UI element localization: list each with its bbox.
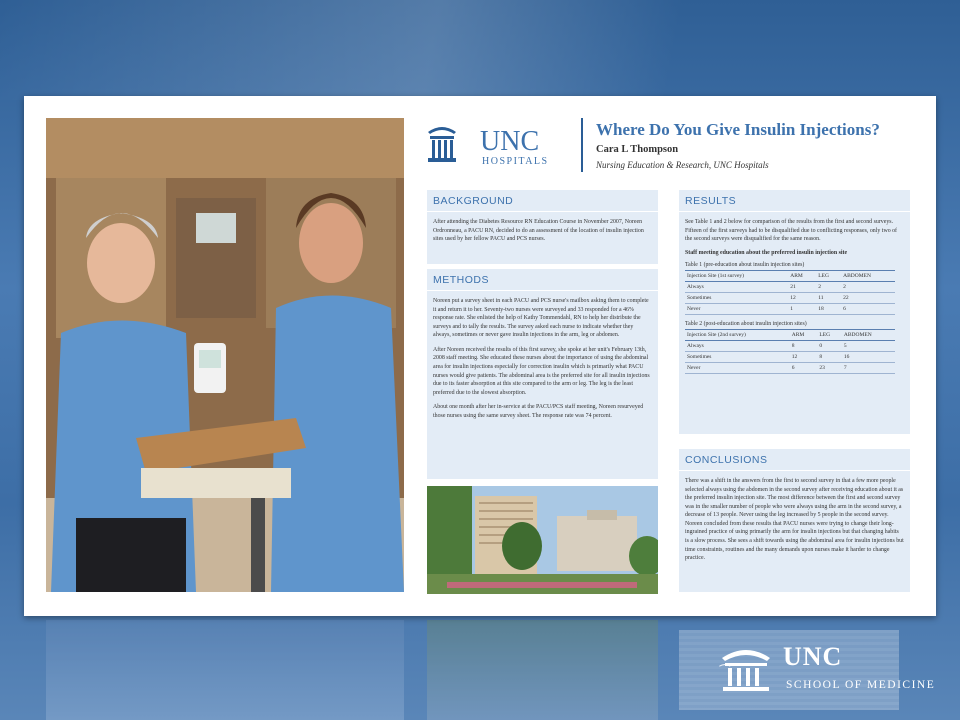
table-row (685, 340, 895, 351)
methods-paragraph-1: Noreen put a survey sheet in each PACU and PCS nurse's mailbox asking them to complete it and return it to her. Seventy-two nurses were surveyed and 33 responded for a 46% response rate. She enlisted the help of Kathy Tommendahl, RN to help her distribute the surveys and to tally the results. The survey asked each nurse to indicate whether they always, sometimes or never gave insulin injections in the arm, leg or abdomen. (433, 298, 649, 339)
logo-word: UNC (480, 126, 540, 157)
table-row (685, 351, 895, 362)
table-row (685, 292, 895, 303)
methods-section (427, 269, 658, 479)
table-cell: 5 (842, 340, 895, 351)
table-cell: Never (685, 362, 790, 373)
table-row (685, 303, 895, 314)
conclusions-section (679, 449, 910, 592)
hospital-buildings-photo (427, 486, 658, 594)
footer-logo-sub: SCHOOL OF MEDICINE (786, 679, 936, 691)
conclusions-text: There was a shift in the answers from the first to second survey in that a few more people selected always using the abdomen in the second survey after receiving education about it as the preferred insulin injection site. The most difference between the first and second survey was in the smaller number of people who were always using the arm in the second survey, a decrease of 13 people. Never using the leg increased by 5 people in the second survey. Noreen concluded from these results that PACU nurses were trying to change their long-ingrained practice of using primarily the arm for insulin injections but that changing habits is a slow process. She sees a shift towards using the abdominal area for insulin injections but time constraints, routines and the many demands upon nurses make it harder to change practice. (685, 478, 904, 562)
table-cell: 0 (817, 340, 842, 351)
table-cell: 22 (841, 292, 895, 303)
methods-heading: METHODS (433, 274, 489, 286)
table1-header: ARM (788, 270, 816, 281)
methods-paragraph-3: About one month after her in-service at the PACU/PCS staff meeting, Noreen resurveyed those nurses using the same survey sheet. The response rate was 74 percent. (433, 404, 644, 419)
table-cell: 2 (816, 281, 841, 292)
old-well-icon (718, 644, 774, 694)
table1-header: Injection Site (1st survey) (685, 270, 788, 281)
logo-sub: HOSPITALS (482, 156, 549, 167)
background-streak (0, 0, 960, 100)
poster (24, 96, 936, 616)
table-cell: Always (685, 281, 788, 292)
table1-header: LEG (816, 270, 841, 281)
header-divider (581, 118, 583, 172)
table-cell: 8 (790, 340, 818, 351)
methods-paragraph-2: After Noreen received the results of this first survey, she spoke at her unit's February 13th, 2008 staff meeting. She educated these nurses about the importance of using the abdominal area for insulin injections especially for correction insulin which is primarily what PACU nurses would give patients. The abdominal area is the preferred site for all insulin injections due to its faster absorption at this site compared to the arm or leg. The leg is the least preferred due to the slowest absorption. (433, 346, 650, 396)
table1-header: ABDOMEN (841, 270, 895, 281)
table-1 (685, 270, 895, 315)
background-section (427, 190, 658, 264)
background-heading: BACKGROUND (433, 195, 514, 207)
poster-author: Cara L Thompson (596, 144, 679, 155)
footer-logo-word: UNC (783, 642, 843, 671)
table2-header: ARM (790, 329, 818, 340)
table1-caption: Table 1 (pre-education about insulin injection sites) (685, 261, 805, 268)
table2-caption: Table 2 (post-education about insulin injection sites) (685, 320, 807, 327)
table-cell: Never (685, 303, 788, 314)
table2-header: Injection Site (2nd survey) (685, 329, 790, 340)
table2-header: LEG (817, 329, 842, 340)
conclusions-heading: CONCLUSIONS (685, 454, 768, 466)
table-row (685, 281, 895, 292)
table-2 (685, 329, 895, 374)
table-cell: 12 (790, 351, 818, 362)
nurses-photo (46, 118, 404, 592)
table-cell: 6 (841, 303, 895, 314)
poster-title: Where Do You Give Insulin Injections? (596, 120, 880, 139)
table-row (685, 362, 895, 373)
table-cell: Sometimes (685, 351, 790, 362)
table-cell: 12 (788, 292, 816, 303)
table-cell: 16 (842, 351, 895, 362)
table-cell: 2 (841, 281, 895, 292)
table-cell: 18 (816, 303, 841, 314)
table-cell: 11 (816, 292, 841, 303)
results-subhead: Staff meeting education about the preferred insulin injection site (685, 249, 848, 256)
table-cell: 21 (788, 281, 816, 292)
background-text: After attending the Diabetes Resource RN Education Course in November 2007, Noreen Ordronneau, a PACU RN, decided to do an assessment of the location of insulin injection sites used by her fellow PACU and PCS nurses. (433, 219, 644, 243)
table-cell: 7 (842, 362, 895, 373)
table-cell: Always (685, 340, 790, 351)
table-cell: 6 (790, 362, 818, 373)
table-cell: 1 (788, 303, 816, 314)
table-cell: Sometimes (685, 292, 788, 303)
results-heading: RESULTS (685, 195, 737, 207)
table-cell: 23 (817, 362, 842, 373)
results-text: See Table 1 and 2 below for comparison of the results from the first and second surveys. Fifteen of the first surveys had to be disqualified due to conflicting responses, only two of the second surveys were disqualified for the same reason. (685, 219, 898, 243)
table-cell: 8 (817, 351, 842, 362)
poster-affiliation: Nursing Education & Research, UNC Hospitals (596, 160, 769, 170)
unc-hospitals-logo (424, 120, 584, 170)
results-section (679, 190, 910, 434)
table2-header: ABDOMEN (842, 329, 895, 340)
